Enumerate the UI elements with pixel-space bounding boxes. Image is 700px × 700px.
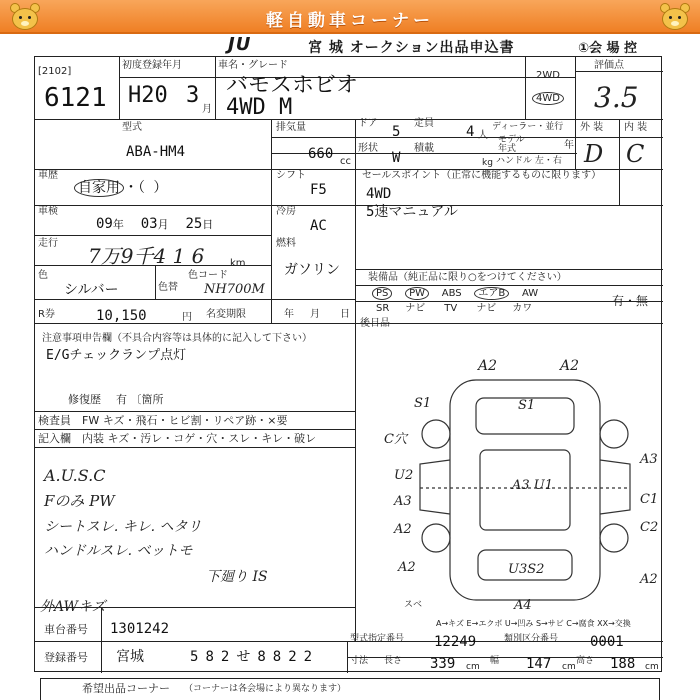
color-value: シルバー [64, 282, 119, 298]
designation-value: 12249 [434, 634, 477, 650]
damage-mark: スベ [404, 600, 423, 610]
month-unit: 月 [202, 104, 212, 115]
usage-label: 車歴 [38, 170, 58, 181]
shift-value: F5 [310, 182, 327, 198]
color-change-label: 色替 [158, 282, 178, 293]
fuel-value: ガソリン [284, 262, 340, 278]
inspection-label: 車検 [38, 206, 58, 217]
class-label: 類別区分番号 [504, 634, 559, 644]
inspector-label2: 記入欄 [38, 432, 71, 445]
model-grade: 4WD M [226, 95, 293, 120]
plate-region: 宮城 [116, 649, 144, 665]
type-value: ABA-HM4 [126, 144, 186, 160]
lot-code: [2102] [38, 66, 72, 77]
exterior-label: 外 装 [580, 122, 604, 133]
chassis-label: 車台番号 [44, 623, 88, 636]
shape-value: W [392, 150, 401, 166]
handwritten-note: ハンドルスレ. ベットモ [44, 543, 193, 559]
sales-point-line2: 5速マニュアル [366, 204, 458, 220]
interior-label: 内 装 [624, 122, 648, 133]
exterior-grade: D [584, 140, 604, 168]
damage-mark: S1 [414, 396, 432, 411]
equipment-label: 装備品（純正品に限り○をつけてください） [368, 272, 567, 283]
recycle-label: R券 [38, 309, 55, 320]
rating-label: 評価点 [594, 60, 624, 71]
length-unit: cm [466, 662, 480, 672]
color-code-label: 色コード [188, 270, 228, 281]
notes-line1: E/Gチェックランプ点灯 [46, 348, 187, 363]
load-unit: kg [482, 158, 493, 168]
handwritten-note: シートスレ. キレ. ヘタリ [44, 519, 202, 535]
handwritten-note: 外AWキズ [40, 599, 106, 615]
damage-mark: A2 [478, 358, 498, 374]
ac-label: 冷房 [276, 206, 296, 217]
damage-mark: S1 [518, 398, 536, 413]
color-code: NH700M [204, 282, 265, 297]
damage-legend: A→キズ E→エクボ U→凹み S→サビ C→腐食 XX→交換 [436, 619, 631, 628]
displacement-unit: cc [340, 156, 351, 167]
length-value: 339 [430, 656, 456, 672]
model-label: 車名・グレード [218, 60, 288, 71]
transfer-d: 日 [340, 309, 350, 320]
shape-label: 形状 [358, 143, 378, 154]
notes-label: 注意事項申告欄（不具合内容等は具体的に記入して下さい） [42, 333, 312, 344]
mileage-label: 走行 [38, 238, 58, 249]
ac-value: AC [310, 218, 327, 234]
handwritten-note: 下廻り IS [206, 569, 268, 585]
interior-grade: C [626, 140, 645, 168]
load-label: 積載 [414, 143, 434, 154]
handwritten-note: Fのみ PW [44, 492, 115, 510]
equipment-row1: PS PW ABS エアB AW [372, 288, 602, 299]
sales-point-label: セールスポイント（正常に機能するものに限ります） [362, 170, 602, 181]
capacity-value: 4 [466, 124, 475, 140]
transfer-m: 月 [310, 309, 320, 320]
inspection-date: 09年 03月 25日 [96, 216, 214, 232]
type-label: 型式 [122, 122, 142, 133]
damage-mark: A2 [398, 560, 416, 575]
venue-copy-label: ①会 場 控 [578, 41, 638, 56]
repair-label: 修復歴 [68, 393, 101, 406]
lot-number: 6121 [44, 83, 107, 113]
footer-label: 希望出品コーナー [82, 682, 170, 695]
repair-value: 有 〔箇所 [116, 393, 164, 406]
capacity-unit: 人 [478, 130, 488, 141]
transfer-label: 名変期限 [206, 309, 246, 320]
shift-label: シフト [276, 170, 306, 181]
capacity-label: 定員 [414, 118, 434, 129]
inspector-row1: FW キズ・飛石・ヒビ割・リペア跡・×要 [82, 414, 288, 427]
dimensions-label: 寸法 [350, 656, 369, 666]
registration-month: 3 [186, 83, 200, 108]
equipment-row2: SR ナビ TV ナビ カワ [376, 303, 533, 314]
displacement-value: 660 [308, 146, 334, 162]
plate-label: 登録番号 [44, 651, 88, 664]
height-unit: cm [645, 662, 659, 672]
equipment-yes-no: 有・無 [612, 294, 649, 308]
inspector-row2: 内装 キズ・汚レ・コゲ・穴・スレ・キレ・破レ [82, 432, 317, 445]
doors-label: ドア [358, 118, 378, 129]
damage-mark: C2 [640, 520, 659, 535]
ju-logo: JU [228, 34, 252, 55]
recycle-unit: 円 [182, 312, 192, 323]
width-value: 147 [526, 656, 552, 672]
doors-value: 5 [392, 124, 401, 140]
damage-mark: U2 [394, 468, 414, 483]
sales-point-line1: 4WD [366, 186, 392, 202]
damage-mark: A2 [640, 572, 658, 587]
damage-mark: A3 U1 [512, 478, 554, 493]
banner-title: 軽自動車コーナー [266, 11, 434, 31]
width-unit: cm [562, 662, 576, 672]
width-label: 幅 [490, 656, 500, 666]
recycle-value: 10,150 [96, 308, 147, 324]
color-label: 色 [38, 270, 48, 281]
model-year-unit: 年 [564, 140, 574, 151]
length-label: 長さ [384, 656, 403, 666]
damage-mark: A2 [394, 522, 412, 537]
plate-digits: 582せ8822 [190, 649, 320, 665]
form-title: 宮 城 オークション出品申込書 [308, 40, 515, 56]
damage-mark: C穴 [384, 432, 407, 447]
model-name: バモスホビオ [226, 73, 359, 98]
rear-label: 後日品 [360, 318, 390, 329]
usage-value: 自家用 ・（ ） [74, 180, 167, 196]
height-label: 高さ [576, 656, 595, 666]
dealer-label: ディーラー・並行 [492, 122, 564, 132]
registration-label: 初度登録年月 [122, 60, 182, 71]
damage-mark: A4 [514, 598, 532, 613]
model-year-label: モデル [498, 135, 525, 145]
registration-era: H20 [128, 83, 168, 108]
height-value: 188 [610, 656, 636, 672]
transfer-y: 年 [284, 309, 294, 320]
class-value: 0001 [590, 634, 624, 650]
drive-4wd-circled: 4WD [532, 92, 564, 105]
model-year-label2: 年式 [498, 144, 517, 154]
mileage-value: 7万9千4 1 6 [88, 244, 205, 268]
mileage-unit: km [230, 258, 246, 269]
damage-mark: A2 [560, 358, 580, 374]
inspector-label: 検査員 [38, 414, 71, 427]
handle-label: ハンドル 左・右 [496, 156, 562, 166]
damage-mark: C1 [640, 492, 659, 507]
footer-note: （コーナーは各会場により異なります） [184, 684, 347, 694]
designation-label: 型式指定番号 [350, 634, 405, 644]
displacement-label: 排気量 [276, 122, 306, 133]
damage-mark: A3 [640, 452, 658, 467]
damage-mark: U3S2 [508, 562, 545, 577]
drive-2wd: 2WD [536, 70, 560, 81]
handwritten-note: A.U.S.C [44, 466, 106, 485]
rating-score: 3.5 [594, 81, 639, 114]
chassis-value: 1301242 [110, 621, 170, 637]
damage-mark: A3 [394, 494, 412, 509]
fuel-label: 燃料 [276, 238, 296, 249]
